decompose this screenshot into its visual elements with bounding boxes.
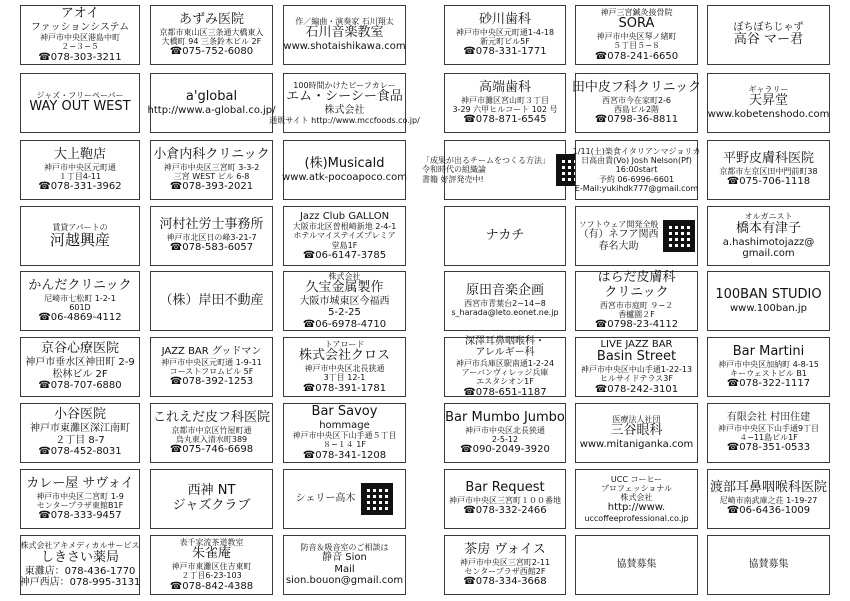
sponsor-card (444, 206, 566, 266)
sponsor-line: ジャズクラブ (172, 498, 251, 513)
sponsor-card (283, 271, 406, 331)
sponsor-card (150, 271, 273, 331)
sponsor-card (283, 403, 406, 463)
sponsor-card (444, 337, 566, 397)
sponsor-line: www.100ban.jp (729, 302, 807, 314)
sponsor-card (150, 5, 273, 65)
sponsor-line: 神戸市中央区加納町 4-8-15 (718, 359, 819, 369)
sponsor-line: a.hashimotojazz@ (722, 236, 815, 248)
sponsor-line: ナカチ (485, 227, 525, 243)
sponsor-card (283, 5, 406, 65)
sponsor-line: ☎078-332-2466 (463, 505, 547, 517)
sponsor-line: 神戸市東灘区住吉東町 (171, 562, 252, 572)
sponsor-line: Bar Request (465, 480, 545, 496)
sponsor-line: ☎078-331-3962 (38, 180, 122, 192)
sponsor-line: ２−３−５ (61, 42, 99, 52)
sponsor-card (572, 140, 701, 200)
sponsor-line: ☎078-391-1781 (302, 382, 387, 394)
sponsor-card (150, 206, 273, 266)
sponsor-line: ☎078-452-8031 (38, 446, 122, 458)
sponsor-line: sion.bouon@gmail.com (285, 575, 404, 587)
sponsor-line: a'global (185, 88, 238, 104)
sponsor-line: 作／編曲・演奏家 石川翔太 (295, 17, 394, 27)
sponsor-line: ホテルマイステイズプレミア (293, 231, 396, 241)
sponsor-card (575, 5, 698, 65)
sponsor-line: 大阪市城東区今福西 (299, 295, 390, 307)
sponsor-line: 神戸市垂水区神田町 2-9 (25, 357, 135, 369)
sponsor-line: ☎078-583-6057 (169, 242, 254, 254)
sponsor-line: 神戸市灘区宮山町３丁目 (461, 95, 549, 105)
sponsor-line: LIVE JAZZ BAR (600, 338, 673, 350)
sponsor-card (707, 5, 830, 65)
sponsor-line: ぼちぼちじゃず (733, 21, 804, 33)
sponsor-line: 100時間かけたビーフカレー (293, 80, 396, 90)
sponsor-line: 医療法人社団 (612, 415, 661, 425)
sponsor-line: 京都市中京区竹屋町通 (171, 425, 252, 435)
sponsor-line: SORA (618, 16, 655, 32)
sponsor-line: 原田音楽企画 (465, 283, 544, 299)
sponsor-line: 協賛募集 (748, 559, 789, 571)
sponsor-line: しきさい薬局 (40, 549, 119, 565)
sponsor-card (575, 403, 698, 463)
sponsor-card (20, 206, 140, 266)
sponsor-line: ☎078-333-9457 (38, 509, 122, 521)
sponsor-line: キーウェストビル B1 (730, 368, 807, 378)
sponsor-card-text (422, 156, 550, 184)
sponsor-card (707, 337, 830, 397)
sponsor-line: 河村社労士事務所 (159, 217, 264, 233)
sponsor-line: 平野皮膚科医院 (722, 151, 814, 167)
sponsor-card-text (579, 220, 659, 252)
sponsor-line: 株式会社 (324, 104, 365, 116)
sponsor-line: ☎06-6436-1009 (726, 505, 811, 517)
sponsor-line: gmail.com (742, 248, 795, 260)
sponsor-line: 令和時代の組織論 (422, 165, 486, 175)
sponsor-card (150, 403, 273, 463)
sponsor-line: 3丁目 12-1 (323, 373, 366, 383)
sponsor-line: ☎078-842-4388 (169, 580, 254, 592)
sponsor-card (283, 206, 406, 266)
sponsor-line: 西宮市今在家町2-6 (601, 95, 672, 105)
sponsor-line: 神戸市中央区港島中町 (40, 33, 120, 43)
sponsor-line: ☎075-706-1118 (726, 176, 811, 188)
sponsor-line: 神戸市北区日の峰3-21-7 (166, 233, 257, 243)
sponsor-line: 京谷心療医院 (40, 341, 119, 357)
sponsor-line: 深澤耳鼻咽喉科・ (465, 335, 545, 347)
sponsor-card (147, 73, 276, 133)
sponsor-line: ☎075-752-6080 (169, 45, 254, 57)
sponsor-line: ☎078-242-3101 (594, 383, 679, 395)
sponsor-line: ☎078-341-1208 (302, 449, 387, 461)
sponsor-line: カレー屋 サヴォイ (26, 475, 134, 491)
sponsor-card (575, 337, 698, 397)
sponsor-line: www.mitaniganka.com (579, 439, 694, 451)
sponsor-line: ☎0798-36-8811 (594, 113, 679, 125)
sponsor-line: 「成果が出るチームをつくる方法」 (422, 156, 550, 166)
sponsor-line: Mail (334, 563, 355, 575)
sponsor-line: 神戸市中央区中山手通1-22-13 (580, 365, 693, 375)
sponsor-line: 601D (69, 302, 91, 312)
sponsor-line: ☎078-351-0533 (726, 442, 811, 454)
sponsor-line: 株式会社 (328, 271, 361, 281)
sponsor-card (150, 140, 273, 200)
sponsor-line: 3-29 六甲ヒルコート 102 号 (452, 104, 558, 114)
qr-code-icon (361, 483, 393, 515)
sponsor-line: 小谷医院 (53, 407, 106, 423)
sponsor-card (707, 403, 830, 463)
sponsor-line: 小倉内科クリニック (153, 146, 270, 162)
sponsor-line: 高谷 マー君 (733, 32, 804, 48)
sponsor-line: Jazz Club GALLON (299, 210, 390, 222)
sponsor-line: 西島ビル2階 (613, 104, 660, 114)
sponsor-line: 株式会社クロス (298, 348, 390, 364)
sponsor-line: ☎078-331-1771 (463, 45, 547, 57)
sponsor-card (283, 140, 406, 200)
sponsor-line: ジャズ・フリーペーパー (36, 90, 124, 100)
sponsor-line: WAY OUT WEST (29, 99, 131, 115)
sponsor-line: 渡部耳鼻咽喉科医院 (710, 480, 828, 496)
sponsor-line: 神戸市中央区三宮町１００番地 (449, 496, 561, 506)
sponsor-line: 神戸市中央区三宮町 3-3-2 (163, 162, 260, 172)
sponsor-line: 神戸市中央区元町通 (44, 162, 116, 172)
sponsor-line: 大橋町 94 三条鈴木ビル 2F (161, 36, 262, 46)
sponsor-line: エスタシオン1F (476, 377, 534, 387)
sponsor-line: プロフェッショナル (600, 484, 673, 494)
sponsor-line: http://www. (607, 502, 666, 514)
sponsor-line: ８−１４ 1F (323, 440, 366, 450)
sponsor-line: 尼崎市七松町 1-2-1 (44, 293, 116, 303)
sponsor-line: 河越興産 (49, 230, 110, 249)
sponsor-line: 大上鞄店 (53, 146, 106, 162)
sponsor-line: コーストフロムビル 5F (169, 367, 254, 376)
sponsor-line: かんだクリニック (28, 277, 132, 293)
sponsor-line: （株）岸田不動産 (159, 292, 264, 308)
sponsor-line: 協賛募集 (616, 559, 657, 571)
sponsor-card (20, 73, 140, 133)
sponsor-line: ヒルサイドテラス3F (600, 374, 673, 384)
sponsor-line: 16:00start (615, 165, 658, 175)
sponsor-line: １丁目4-11 (58, 171, 102, 181)
sponsor-line: ☎078-392-1253 (169, 376, 254, 388)
sponsor-line: 尼崎市南武庫之荘 1-19-27 (719, 496, 818, 506)
sponsor-line: s_harada@leto.eonet.ne.jp (451, 308, 559, 318)
sponsor-line: 神戸市中央区下山手通9丁目 (717, 423, 820, 433)
sponsor-line: 神戸三宮鍼灸接骨院 (600, 8, 673, 17)
sponsor-line: ５丁目５−８ (613, 41, 660, 51)
sponsor-line: 100BAN STUDIO (715, 286, 822, 302)
sponsor-line: トアロード (324, 340, 365, 349)
sponsor-line: Bar Mumbo Jumbo (445, 409, 565, 425)
sponsor-line: 神戸市兵庫区駅南通1-2-24 (455, 358, 555, 368)
sponsor-card (575, 469, 698, 529)
sponsor-line: 春名大助 (598, 240, 639, 252)
sponsor-line: 株式会社アキメディカルサービス (20, 541, 140, 551)
sponsor-line: 京都市東山区三条通大橋東入 (159, 27, 264, 37)
sponsor-line: Basin Street (596, 349, 677, 365)
sponsor-card-text (296, 493, 356, 505)
sponsor-line: あずみ医院 (178, 11, 244, 27)
sponsor-line: ☎078-707-6880 (38, 380, 122, 392)
sponsor-line: ソフトウェア開発全般 (578, 219, 659, 229)
sponsor-line: UCC コーヒー (610, 474, 663, 484)
sponsor-line: 神戸市中央区元町通1-4-18 (455, 27, 555, 37)
sponsor-line: ファッションシステム (30, 21, 130, 33)
sponsor-card (444, 535, 566, 595)
sponsor-line: ギャラリー (748, 85, 789, 95)
sponsor-line: 表千家流茶道教室 (179, 538, 244, 547)
sponsor-line: www.kobetenshodo.com (707, 109, 830, 121)
sponsor-line: 5-2-25 (328, 307, 361, 319)
sponsor-line: 石川音楽教室 (305, 25, 384, 41)
sponsor-line: www.shotaishikawa.com (283, 41, 406, 53)
sponsor-card (20, 469, 140, 529)
sponsor-line: 烏丸東入清水町389 (175, 434, 248, 444)
sponsor-card (283, 469, 406, 529)
sponsor-line: アーバンヴィレッジ兵庫 (461, 368, 549, 378)
sponsor-card (707, 206, 830, 266)
sponsor-card (150, 535, 273, 595)
sponsor-card (444, 469, 566, 529)
sponsor-line: 西神 NT (187, 483, 236, 499)
sponsor-line: 神戸市中央区元町通 1-9-11 (161, 357, 262, 367)
sponsor-line: 天昇堂 (748, 93, 788, 109)
sponsor-card (575, 271, 698, 331)
sponsor-line: 堂島1F (331, 240, 358, 250)
sponsor-card (20, 535, 140, 595)
sponsor-line: ２丁目6-23-103 (181, 571, 242, 581)
sponsor-line: Bar Savoy (311, 403, 378, 419)
sponsor-line: 大阪市北区曽根崎新地 2-4-1 (292, 222, 397, 232)
sponsor-line: JAZZ BAR グッドマン (161, 346, 262, 358)
sponsor-card (444, 73, 566, 133)
sponsor-line: uccoffeeprofessional.co.jp (584, 513, 689, 523)
sponsor-line: エム・シーシー食品 (286, 88, 403, 104)
sponsor-line: はらだ皮膚科 (597, 270, 676, 286)
sponsor-line: http://www.a-global.co.jp/ (147, 104, 276, 116)
sponsor-line: シェリー高木 (295, 493, 356, 505)
sponsor-line: センタープラザ西館2F (464, 566, 546, 576)
sponsor-line: ☎0798-23-4112 (594, 319, 679, 331)
sponsor-line: ☎078-322-1117 (726, 377, 811, 389)
sponsor-line: 2-5-12 (491, 434, 519, 444)
sponsor-card (269, 73, 420, 133)
sponsor-line: 久宝金属製作 (305, 279, 384, 295)
sponsor-line: 神戸市中央区二宮町 1-9 (36, 491, 124, 501)
sponsor-line: 神戸市東灘区深江南町 (30, 423, 130, 435)
sponsor-line: ２丁目 8-7 (55, 434, 105, 446)
sponsor-card (444, 403, 566, 463)
sponsor-line: 香櫨園２F (618, 310, 655, 320)
sponsor-card (283, 535, 406, 595)
sponsor-line: ☎078-871-6545 (463, 113, 547, 125)
sponsor-line: アレルギー科 (475, 347, 535, 359)
sponsor-line: 茶房 ヴォイス (464, 541, 546, 557)
sponsor-line: ☎06-6147-3785 (302, 249, 387, 261)
sponsor-line: 東灘店：078-436-1770 (24, 565, 136, 577)
sponsor-line: 書籍 好評発売中! (422, 174, 484, 184)
sponsor-line: www.atk-pocoapoco.com (282, 171, 407, 183)
sponsor-line: ☎090-2049-3920 (460, 443, 550, 455)
sponsor-line: これえだ皮フ科医院 (153, 409, 271, 425)
sponsor-line: (株)Musicald (304, 155, 385, 171)
sponsor-card (707, 140, 830, 200)
sponsor-line: ☎078-393-2021 (169, 180, 254, 192)
sponsor-card (20, 403, 140, 463)
sponsor-line: 神戸市中央区三宮町2-11 (459, 557, 551, 567)
sponsor-line: 1/11(土)楽食イタリアンマジョリカ (572, 147, 701, 157)
sponsor-line: 株式会社 (620, 493, 653, 503)
sponsor-card (150, 469, 273, 529)
sponsor-card (707, 469, 830, 529)
sponsor-line: 防音＆吸音室のご相談は (300, 543, 389, 553)
sponsor-line: 朱雀庵 (191, 546, 231, 562)
sponsor-line: 有限会社 村田住建 (726, 412, 811, 424)
sponsor-line: 日高由貴(Vo) Josh Nelson(Pf) (581, 156, 692, 166)
sponsor-card (20, 5, 140, 65)
sponsor-line: 三谷眼科 (610, 423, 663, 439)
sponsor-line: 橋本有津子 (735, 220, 801, 236)
sponsor-line: 京都市左京区田中門前町38 (719, 167, 818, 177)
sponsor-line: Bar Martini (732, 343, 805, 359)
sponsor-line: クリニック (604, 285, 669, 301)
sponsor-line: E-Mail:yukihdk777@gmail.com (574, 183, 699, 193)
sponsor-line: 静音 Sion (322, 552, 367, 564)
sponsor-line: （有）ネフア関西 (578, 229, 659, 241)
sponsor-line: 西宮市青葉台2−14−8 (464, 299, 546, 309)
sponsor-card (575, 535, 698, 595)
sponsor-card (20, 140, 140, 200)
sponsor-line: 新元町ビル5F (480, 36, 530, 46)
sponsor-line: ☎06-4869-4112 (38, 311, 122, 323)
sponsor-line: ☎078-651-1187 (463, 386, 547, 398)
sponsor-card (575, 206, 698, 266)
sponsor-line: オルガニスト (744, 212, 793, 222)
sponsor-line: 賃貸アパートの (52, 222, 108, 232)
sponsor-line: 神戸市中央区下山手通５丁目 (292, 431, 397, 441)
qr-code-icon (663, 220, 695, 252)
sponsor-line: 神戸市中央区琴ノ緒町 (596, 32, 677, 42)
sponsor-line: センタープラザ東館B1F (36, 500, 124, 510)
sponsor-line: 高端歯科 (478, 79, 531, 95)
sponsor-line: 神戸西店：078-995-3131 (19, 577, 141, 589)
sponsor-card (422, 140, 566, 200)
sponsor-line: ☎078-334-3668 (463, 575, 547, 587)
sponsor-line: ☎078-241-6650 (594, 50, 679, 62)
sponsor-line: ☎078-303-3211 (38, 51, 122, 63)
sponsor-line: 砂川歯科 (478, 11, 531, 27)
sponsor-card (283, 337, 406, 397)
sponsor-card (20, 337, 140, 397)
sponsor-card (444, 271, 566, 331)
sponsor-line: 松林ビル 2F (52, 368, 108, 380)
sponsor-card (707, 73, 830, 133)
sponsor-line: ☎06-6978-4710 (302, 318, 387, 330)
sponsor-line: 三宮 WEST ビル 6-8 (173, 171, 250, 181)
sponsor-line: hommage (319, 419, 370, 431)
sponsor-card (707, 271, 830, 331)
sponsor-line: ４−11島ビル1F (739, 433, 798, 442)
sponsor-line: 予約 06-6996-6601 (598, 174, 675, 184)
sponsor-line: 西宮市市庭町 ９−２ (599, 301, 674, 310)
sponsor-line: 田中皮フ科クリニック (571, 79, 702, 95)
sponsor-line: アオイ (60, 5, 100, 21)
sponsor-card (707, 535, 830, 595)
sponsor-card (571, 73, 702, 133)
sponsor-card (20, 271, 140, 331)
sponsor-line: 神戸市中央区北長狭通 (465, 425, 545, 435)
sponsor-card (150, 337, 273, 397)
sponsor-line: ☎075-746-6698 (169, 443, 254, 455)
sponsor-card (444, 5, 566, 65)
sponsor-line: 通販サイト http://www.mccfoods.co.jp/ (269, 116, 420, 126)
sponsor-line: 神戸市中央区北長狭通 (304, 364, 385, 374)
